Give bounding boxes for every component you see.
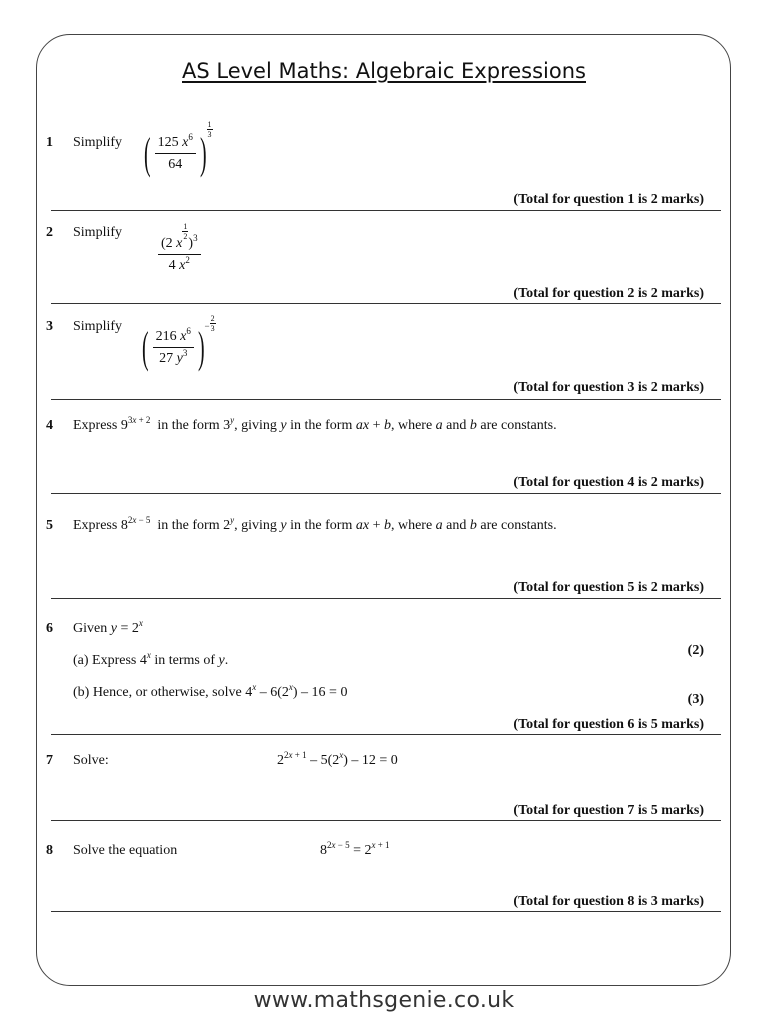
part-a-marks: (2) [687,643,704,658]
question-number: 6 [46,621,53,636]
question-part-b: (b) Hence, or otherwise, solve 4$^x$ – 6(2$^x$) – 16 = 0 [73,682,348,700]
question-number: 2 [46,225,53,240]
question-total: (Total for question 4 is 2 marks) [513,475,704,490]
question-part-a: (a) Express 4$^x$ in terms of y. [73,650,229,668]
expression: ( $\frac{125 x^6}{64}$ ) $\frac{1}{3}$ [144,120,212,178]
divider [51,303,721,304]
question-number: 7 [46,753,53,768]
expression: ( $\frac{216 x^6}{27 y^3}$ )− $\frac{2}{3}$ [142,314,215,372]
question-total: (Total for question 2 is 2 marks) [513,286,704,301]
question-text: Express $9^{3x + 2}$ in the form 3$^y$, giving y in the form ax + b, where a and b are constants. [73,415,557,433]
question-number: 1 [46,135,53,150]
question-text: Simplify [73,135,123,150]
question-number: 3 [46,319,53,334]
question-total: (Total for question 6 is 5 marks) [513,717,704,732]
question-text: Given $y = 2^x$ [73,618,143,636]
question-number: 8 [46,843,53,858]
equation: $8^{2x - 5} = 2^{x + 1}$ [320,840,390,858]
page-title: AS Level Maths: Algebraic Expressions [182,59,586,83]
divider [51,493,721,494]
question-text: Express $8^{2x - 5}$ in the form 2$^y$, giving y in the form ax + b, where a and b are constants. [73,515,557,533]
question-text: Simplify [73,319,123,334]
question-text: Solve: [73,753,109,768]
question-total: (Total for question 3 is 2 marks) [513,380,704,395]
question-total: (Total for question 1 is 2 marks) [513,192,704,207]
footer-url: www.mathsgenie.co.uk [253,988,515,1013]
equation: $2^{2x + 1} - 5(2^x) - 12 = 0$ [277,750,398,768]
question-number: 4 [46,418,53,433]
question-total: (Total for question 8 is 3 marks) [513,894,704,909]
part-b-marks: (3) [687,692,704,707]
divider [51,734,721,735]
expression: (2 x $\frac{1}{2}$ )$^3$ 4 $x^2$ [158,222,201,274]
question-total: (Total for question 7 is 5 marks) [513,803,704,818]
divider [51,598,721,599]
divider [51,911,721,912]
divider [51,210,721,211]
question-text: Simplify [73,225,123,240]
question-total: (Total for question 5 is 2 marks) [513,580,704,595]
question-number: 5 [46,518,53,533]
divider [51,820,721,821]
question-text: Solve the equation [73,843,178,858]
divider [51,399,721,400]
